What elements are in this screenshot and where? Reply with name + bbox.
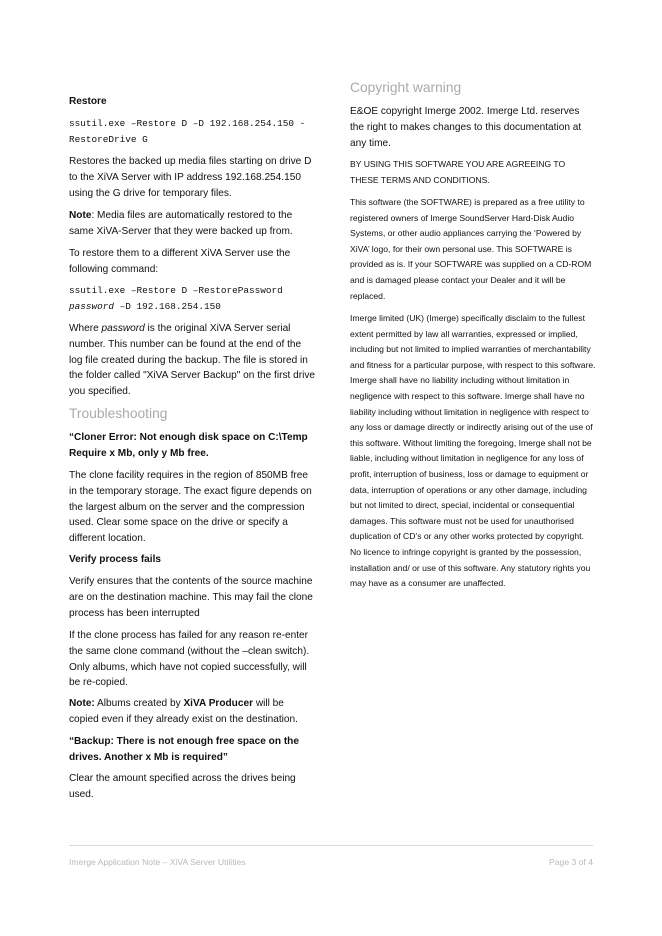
- restore-password-command: [69, 283, 315, 316]
- restore-heading: Restore: [69, 96, 107, 107]
- where-rest: is the original XiVA Server serial number. This number can be found at the end of the log file created during the backup. The file is stored in the folder called "XiVA Server Backup" on the first drive you specified.: [69, 323, 315, 398]
- restore-different-server: To restore them to a different XiVA Server use the following command:: [69, 248, 291, 275]
- cloner-error-heading: “Cloner Error: Not enough disk space on C:\Temp Require x Mb, only y Mb free.: [69, 432, 308, 459]
- note-text: : Media files are automatically restored to the same XiVA-Server that they were backed up from.: [69, 210, 293, 237]
- restore-password-cmd-rest: –D 192.168.254.150: [114, 301, 221, 313]
- cloner-error-description: The clone facility requires in the region of 850MB free in the temporary storage. The exact figure depends on the largest album on the server and the compression used. Clear some space on the drive or specify a different location.: [69, 470, 312, 545]
- restore-password-cmd-line1: ssutil.exe –Restore D –RestorePassword: [69, 285, 283, 296]
- note-label: Note: [69, 210, 92, 221]
- note-producer-albums: [69, 696, 315, 728]
- footer-page-number: Page 3 of 4: [549, 857, 593, 867]
- agreement-text: BY USING THIS SOFTWARE YOU ARE AGREEING TO THESE TERMS AND CONDITIONS.: [350, 159, 566, 185]
- copyright-text: E&OE copyright Imerge 2002. Imerge Ltd. reserves the right to makes changes to this documentation at any time.: [350, 106, 582, 149]
- note2-producer: XiVA Producer: [183, 698, 254, 709]
- verify-description: Verify ensures that the contents of the source machine are on the destination machine. This may fail the clone process has been interrupted: [69, 576, 313, 619]
- copyright-title: Copyright warning: [350, 80, 462, 95]
- software-text: This software (the SOFTWARE) is prepared as a free utility to registered owners of Imerge SoundServer Hard-Disk Audio Systems, or other audio appliances carrying the ‘Powered by XiVA’ logo, for their own personal use. This SOFTWARE is provided as is. If your SOFTWARE was supplied on a CD-ROM and is damaged please contact your Dealer and it will be replaced.: [350, 197, 592, 301]
- note2-text-a: Albums created by: [94, 698, 184, 709]
- restore-description: Restores the backed up media files starting on drive D to the XiVA Server with IP address 192.168.254.150 using the G drive for temporary files.: [69, 156, 312, 199]
- where-prefix: Where: [69, 323, 102, 334]
- note2-label: Note:: [69, 698, 95, 709]
- restore-command: ssutil.exe –Restore D –D 192.168.254.150 -RestoreDrive G: [69, 118, 306, 146]
- restore-password-cmd-param: password: [69, 301, 115, 313]
- clone-failed-description: If the clone process has failed for any reason re-enter the same clone command (without the –clean switch). Only albums, which have not copied successfully, will be re-copied.: [69, 630, 310, 689]
- footer-divider: [69, 845, 593, 846]
- footer-document-title: Imerge Application Note – XiVA Server Utilities: [69, 857, 246, 867]
- backup-error-description: Clear the amount specified across the drives being used.: [69, 773, 296, 800]
- disclaimer-text: Imerge limited (UK) (Imerge) specifically disclaim to the fullest extent permitted by law all warranties, expressed or implied, including but not limited to implied warranties of merchantability and fitness for a particular purpose, with respect to this software. Imerge shall have no liability including without limitation in negligence with respect to this software. Imerge shall have no liability including without limitation in negligence with respect to any loss or damage directly or indirectly arising out of the use of this software. Without limiting the foregoing, Imerge shall not be liable, including without limitation in negligence for any loss of profit, interruption of business, loss or damage to equipment or data, interruption of operations or any other damage, including but not limited to direct, special, incidental or consequential damages. This software must not be used for unauthorised duplication of CD’s or any other works protected by copyright. No licence to infringe copyright is granted by the possession, installation and/ or use of this software. Any statutory rights you may have as a consumer are unaffected.: [350, 313, 596, 589]
- note-restore-same-server: [69, 208, 315, 240]
- troubleshooting-title: Troubleshooting: [69, 406, 168, 421]
- password-explanation: [69, 321, 315, 400]
- where-password: password: [101, 323, 145, 334]
- backup-error-heading: “Backup: There is not enough free space on the drives. Another x Mb is required”: [69, 736, 299, 763]
- note2-text-b: will be copied even if they already exist on the destination.: [69, 698, 298, 725]
- verify-heading: Verify process fails: [69, 554, 162, 565]
